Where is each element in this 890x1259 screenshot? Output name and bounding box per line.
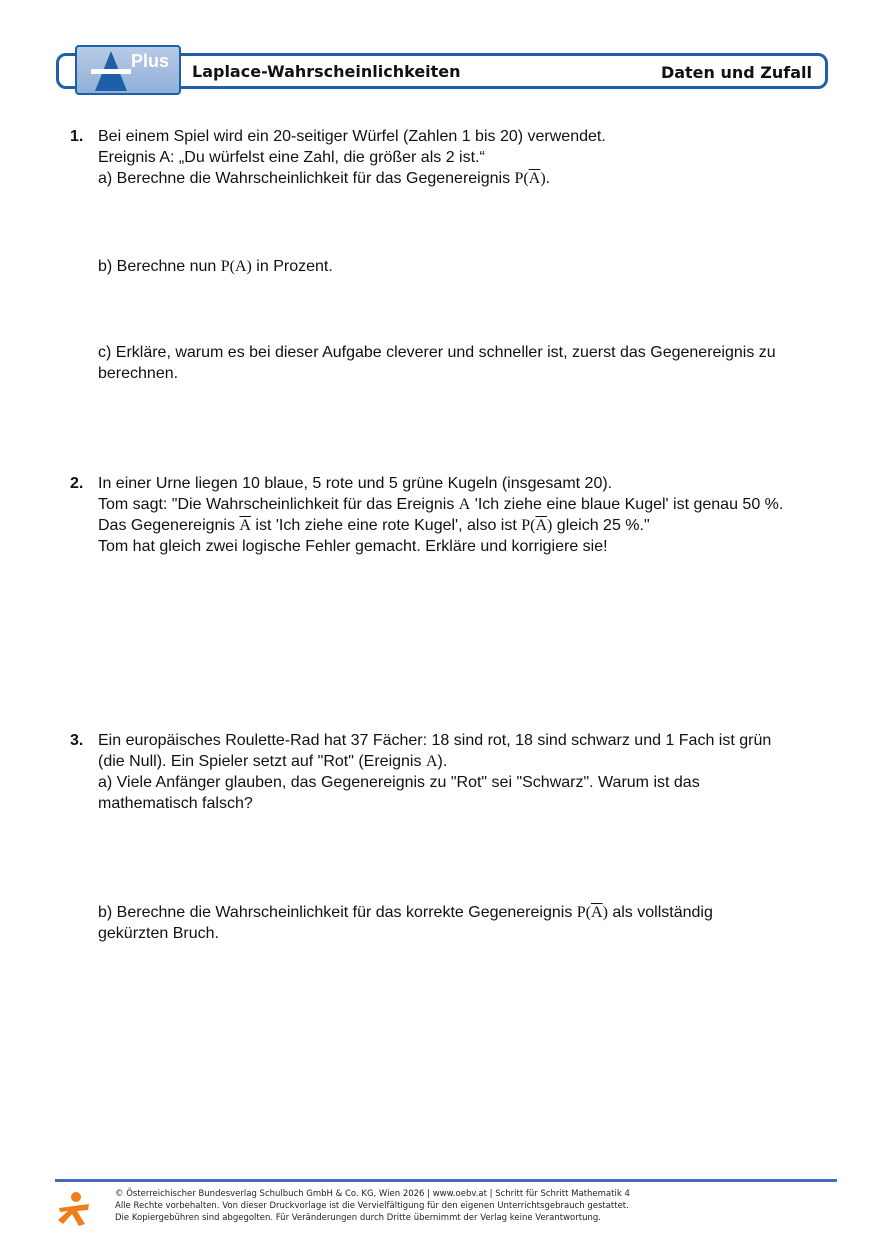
math-a: A	[425, 753, 438, 770]
math-p-a-bar: $P(\overline{A})$	[576, 904, 608, 921]
page-title: Laplace-Wahrscheinlichkeiten	[192, 62, 461, 81]
task-text: Tom hat gleich zwei logische Fehler gemacht. Erkläre und korrigiere sie!	[98, 538, 608, 555]
plus-logo	[75, 45, 181, 95]
math-p-a-bar: $P(\overline{A})$	[514, 170, 546, 187]
subtask-b: gekürzten Bruch.	[98, 925, 219, 942]
subtask-a: a) Viele Anfänger glauben, das Gegenereignis zu "Rot" sei "Schwarz". Warum ist das	[98, 774, 700, 791]
math-a-bar: $\overline{A}$	[239, 517, 251, 534]
task-text: Bei einem Spiel wird ein 20-seitiger Würfel (Zahlen 1 bis 20) verwendet.	[98, 128, 606, 145]
task-text: (die Null). Ein Spieler setzt auf "Rot" (Ereignis A).	[98, 753, 448, 770]
subtask-a: a) Berechne die Wahrscheinlichkeit für das Gegenereignis $P(\overline{A})$.	[98, 170, 551, 187]
task-text: In einer Urne liegen 10 blaue, 5 rote und 5 grüne Kugeln (insgesamt 20).	[98, 475, 613, 492]
task-number: 3.	[70, 732, 84, 749]
subtask-c: c) Erkläre, warum es bei dieser Aufgabe cleverer und schneller ist, zuerst das Gegenereignis zu	[98, 344, 776, 361]
task-number: 2.	[70, 475, 84, 492]
subtask-c: berechnen.	[98, 365, 179, 382]
task-text: Ein europäisches Roulette-Rad hat 37 Fächer: 18 sind rot, 18 sind schwarz und 1 Fach ist grün	[98, 732, 772, 749]
math-a: A	[458, 496, 471, 513]
logo-text: Plus	[131, 51, 170, 71]
subtask-a: mathematisch falsch?	[98, 795, 253, 812]
footer-copyright: © Österreichischer Bundesverlag Schulbuch GmbH & Co. KG, Wien 2026 | www.oebv.at | Schritt für Schritt Mathematik 4 Alle Rechte vorbehalten. Von dieser Druckvorlage ist die Vervielfältigung für den eigenen Unterrichtsgebrauch gestattet. Die Kopiergebühren sind abgegolten. Für Veränderungen durch Dritte übernimmt der Verlag keine Verantwortung.	[115, 1189, 630, 1223]
topic-label: Daten und Zufall	[660, 63, 812, 82]
subtask-b: b) Berechne nun P(A) in Prozent.	[98, 258, 333, 275]
publisher-logo-icon	[55, 1190, 93, 1228]
footer-divider	[55, 1179, 837, 1182]
math-p-a-bar: $P(\overline{A})$	[521, 517, 553, 534]
task-text: Ereignis A: „Du würfelst eine Zahl, die größer als 2 ist.“	[98, 149, 485, 166]
task-number: 1.	[70, 128, 84, 145]
math-p-a: P(A)	[220, 258, 252, 275]
task-text: Das Gegenereignis $\overline{A}$ ist 'Ich ziehe eine rote Kugel', also ist $P(\overline{A})$ gleich 25 %."	[98, 517, 650, 534]
task-text: Tom sagt: "Die Wahrscheinlichkeit für das Ereignis A 'Ich ziehe eine blaue Kugel' ist genau 50 %.	[98, 496, 784, 513]
subtask-b: b) Berechne die Wahrscheinlichkeit für das korrekte Gegenereignis $P(\overline{A})$ als vollständig	[98, 904, 713, 921]
